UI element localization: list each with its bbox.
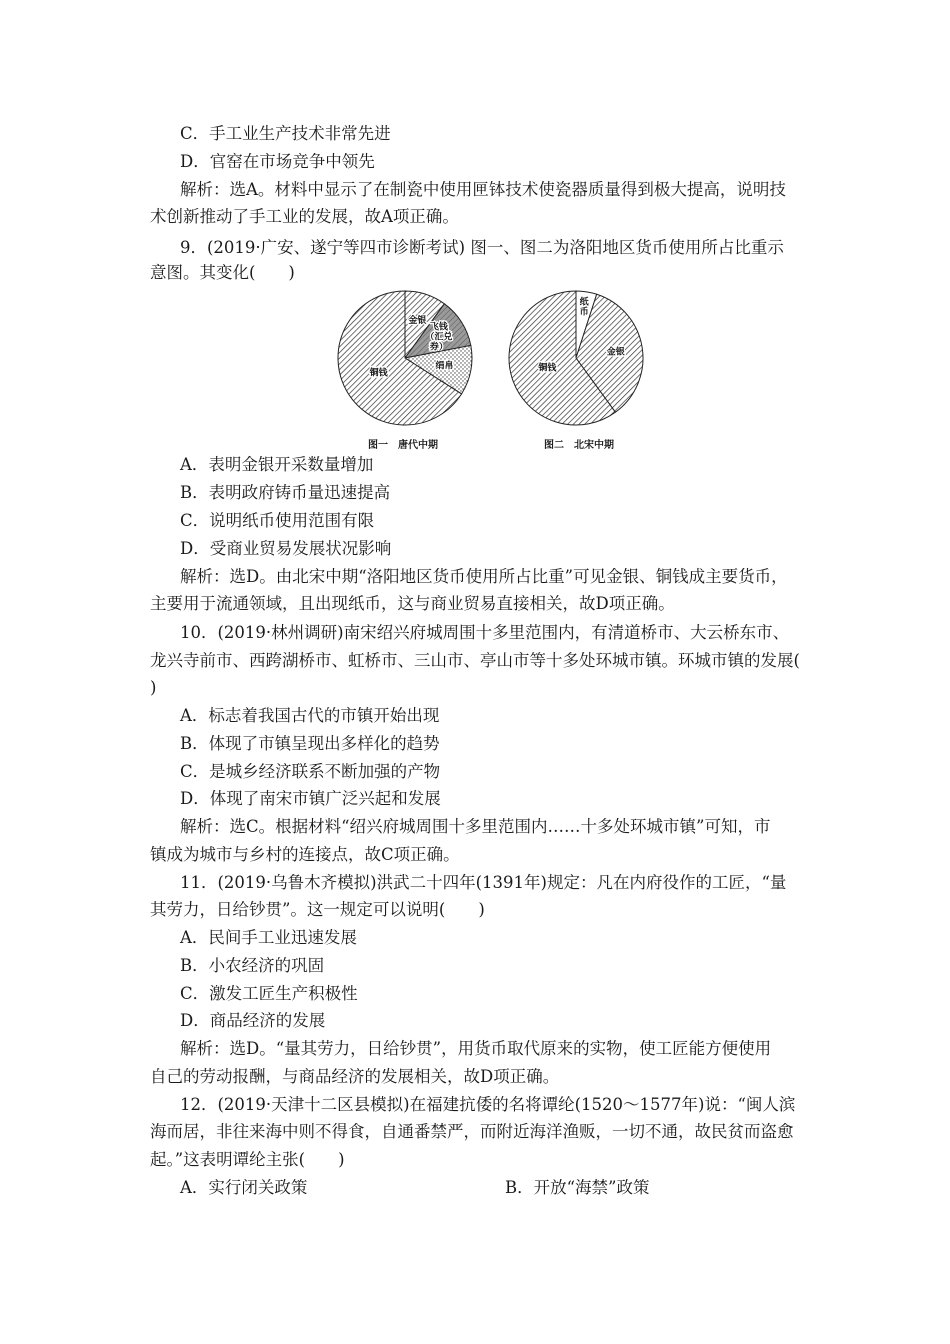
q9-analysis-line2: 主要用于流通领域，且出现纸币，这与商业贸易直接相关，故D项正确。 [150, 594, 675, 613]
pie-chart-tang-caption: 图一 唐代中期 [368, 440, 438, 451]
q9-pie-charts [330, 288, 660, 456]
pie-song-label-paper-money: 币 [579, 307, 589, 318]
pie-tang-label-gold-silver: 金银 [408, 315, 427, 326]
q10-stem-line2: 龙兴寺前市、西跨湖桥市、虹桥市、三山市、亭山市等十多处环城市镇。环城市镇的发展( [150, 651, 800, 670]
q11-analysis-line2: 自己的劳动报酬，与商品经济的发展相关，故D项正确。 [150, 1067, 560, 1086]
q8-analysis-line2: 术创新推动了手工业的发展，故A项正确。 [150, 207, 459, 226]
q9-option-d: D．受商业贸易发展状况影响 [180, 539, 392, 558]
q9-stem-line1: 9．(2019·广安、遂宁等四市诊断考试) 图一、图二为洛阳地区货币使用所占比重示 [180, 238, 784, 257]
q10-analysis-line1: 解析：选C。根据材料“绍兴府城周围十多里范围内……十多处环城市镇”可知，市 [180, 817, 771, 836]
q9-analysis-line1: 解析：选D。由北宋中期“洛阳地区货币使用所占比重”可见金银、铜钱成主要货币， [180, 567, 788, 586]
pie-chart-song [509, 291, 643, 425]
pie-song-label-paper-money: 纸 [579, 297, 589, 308]
q12-option-a: A．实行闭关政策 [180, 1178, 308, 1197]
q10-stem-line3: ) [150, 678, 157, 697]
pie-tang-label-silk: 绢帛 [435, 361, 454, 372]
q8-option-d: D．官窑在市场竞争中领先 [180, 152, 375, 171]
pie-tang-label-flying-money: 券） [429, 342, 448, 353]
q10-option-d: D．体现了南宋市镇广泛兴起和发展 [180, 789, 441, 808]
q8-option-c: C．手工业生产技术非常先进 [180, 124, 391, 143]
q12-stem-line2: 海而居，非往来海中则不得食，自通番禁严，而附近海洋渔贩，一切不通，故民贫而盗愈 [150, 1122, 794, 1141]
q10-option-b: B．体现了市镇呈现出多样化的趋势 [180, 734, 440, 753]
q11-option-a: A．民间手工业迅速发展 [180, 928, 357, 947]
q9-option-a: A．表明金银开采数量增加 [180, 455, 374, 474]
q10-option-a: A．标志着我国古代的市镇开始出现 [180, 706, 440, 725]
q10-analysis-line2: 镇成为城市与乡村的连接点，故C项正确。 [150, 845, 460, 864]
pie-chart-song-caption: 图二 北宋中期 [544, 440, 614, 451]
pie-charts-svg [330, 288, 660, 428]
pie-song-label-gold-silver: 金银 [606, 347, 625, 358]
q11-option-d: D．商品经济的发展 [180, 1011, 326, 1030]
q11-option-b: B．小农经济的巩固 [180, 956, 325, 975]
pie-chart-tang [338, 291, 472, 425]
q8-analysis-line1: 解析：选A。材料中显示了在制瓷中使用匣钵技术使瓷器质量得到极大提高，说明技 [180, 180, 786, 199]
pie-song-label-copper-coins: 铜钱 [538, 363, 557, 374]
q11-analysis-line1: 解析：选D。“量其劳力，日给钞贯”，用货币取代原来的实物，使工匠能方便使用 [180, 1039, 772, 1058]
q11-stem-line2: 其劳力，日给钞贯”。这一规定可以说明( ) [150, 900, 485, 919]
q9-stem-line2: 意图。其变化( ) [150, 263, 295, 282]
q11-option-c: C．激发工匠生产积极性 [180, 984, 358, 1003]
q10-option-c: C．是城乡经济联系不断加强的产物 [180, 762, 441, 781]
pie-tang-label-copper-coins: 铜钱 [369, 368, 388, 379]
q12-stem-line3: 起。”这表明谭纶主张( ) [150, 1150, 345, 1169]
pie-tang-label-flying-money: 飞钱 [429, 322, 448, 333]
q11-stem-line1: 11．(2019·乌鲁木齐模拟)洪武二十四年(1391年)规定：凡在内府役作的工匠，“量 [180, 873, 787, 892]
q12-stem-line1: 12．(2019·天津十二区县模拟)在福建抗倭的名将谭纶(1520～1577年)说：“闽人滨 [180, 1095, 796, 1114]
pie-tang-label-flying-money: （汇兑 [425, 332, 453, 343]
q10-stem-line1: 10．(2019·林州调研)南宋绍兴府城周围十多里范围内，有清道桥市、大云桥东市、 [180, 623, 790, 642]
q9-option-c: C．说明纸币使用范围有限 [180, 511, 375, 530]
q12-option-b: B．开放“海禁”政策 [505, 1178, 650, 1197]
q9-option-b: B．表明政府铸币量迅速提高 [180, 483, 391, 502]
